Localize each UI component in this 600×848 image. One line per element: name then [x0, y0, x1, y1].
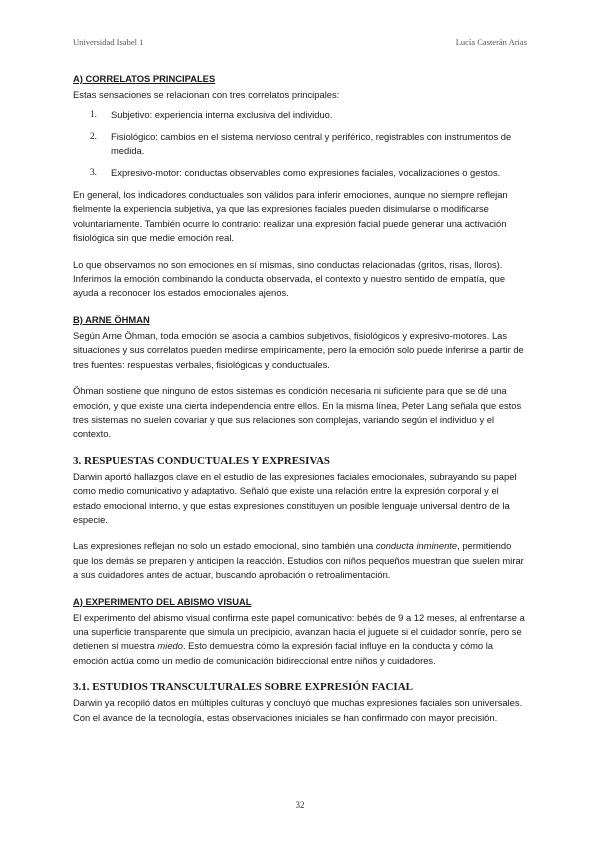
list-number: 1.	[89, 110, 97, 121]
text-run: . Esto demuestra cómo la expresión facial influye en la conducta y cómo la emoción actúa como un medio de comunicación bidireccional entre niños y cuidadores.	[73, 640, 494, 666]
list-text: Expresivo-motor: conductas observables como expresiones faciales, vocalizaciones o gestos.	[111, 166, 501, 178]
paragraph-darwin: Darwin aportó hallazgos clave en el estudio de las expresiones faciales emocionales, subrayando su papel como medio comunicativo y adaptativo. Señaló que existe una relación entre la expresión corporal y el estado emocional interno, y que estas expresiones constituyen un posible lenguaje universal dentro de la especie.	[73, 470, 517, 525]
running-header	[73, 37, 527, 47]
list-number: 3.	[89, 167, 97, 178]
paragraph-indicadores: En general, los indicadores conductuales son válidos para inferir emociones, aunque no siempre reflejan fielmente la experiencia subjetiva, ya que las expresiones faciales pueden disimularse o modificarse voluntariamente. También ocurre lo contrario: realizar una expresión facial puede generar una activación fisiológica sin que medie emoción real.	[73, 189, 508, 244]
list-number: 2.	[89, 131, 97, 142]
text-run: Las expresiones reflejan no solo un estado emocional, sino también una	[73, 540, 376, 552]
list-text: Fisiológico: cambios en el sistema nervioso central y periférico, registrables con instrumentos de medida.	[111, 130, 512, 157]
paragraph-ohman-1: Según Arne Öhman, toda emoción se asocia a cambios subjetivos, fisiológicos y expresivo-motores. Las situaciones y sus correlatos pueden medirse empíricamente, pero la emoción solo puede inferirse a partir de tres fuentes: respuestas verbales, fisiológicas y conductuales.	[73, 329, 524, 370]
text-run: El experimento del abismo visual confirma este papel comunicativo: bebés de 9 a 12 meses, al enfrentarse a una superficie transparente que simula un precipicio, avanzan hacia el juguete si el cuidador sonríe, pero se detienen si muestra	[73, 611, 525, 652]
heading-transcultural: 3.1. ESTUDIOS TRANSCULTURALES SOBRE EXPRESIÓN FACIAL	[73, 681, 413, 694]
paragraph-observamos: Lo que observamos no son emociones en sí mismas, sino conductas relacionadas (gritos, risas, lloros). Inferimos la emoción combinando la conducta observada, el contexto y nuestro sentido de empatía, que ayuda a reconocer los estados emocionales ajenos.	[73, 258, 506, 299]
text-run: , permitiendo que los demás se preparen y anticipen la reacción. Estudios con niños pequeños muestran que suelen mirar a sus cuidadores antes de actuar, buscando aprobación o retroalimentación.	[73, 540, 524, 581]
list-text: Subjetivo: experiencia interna exclusiva del individuo.	[111, 109, 333, 121]
list-item	[73, 108, 527, 122]
header-institution: Universidad Isabel 1	[73, 37, 144, 47]
heading-ohman: B) ARNE ÖHMAN	[73, 313, 150, 325]
correlatos-list	[73, 108, 527, 180]
list-item	[73, 130, 527, 159]
heading-respuestas: 3. RESPUESTAS CONDUCTUALES Y EXPRESIVAS	[73, 454, 331, 467]
list-item	[73, 166, 527, 180]
paragraph-expresiones	[73, 539, 527, 582]
paragraph-ohman-2: Öhman sostiene que ninguno de estos sistemas es condición necesaria ni suficiente para que se dé una emoción, y que existe una cierta independencia entre ellos. En la misma línea, Peter Lang señala que estos tres sistemas no suelen covariar y que sus relaciones son complejas, variando según el individuo y el contexto.	[73, 385, 522, 440]
page-number: 32	[295, 800, 305, 810]
heading-abismo: A) EXPERIMENTO DEL ABISMO VISUAL	[73, 595, 252, 607]
heading-correlatos: A) CORRELATOS PRINCIPALES	[73, 73, 216, 84]
page-body	[73, 72, 527, 725]
header-author: Lucía Casterán Arias	[455, 37, 527, 47]
emphasis-text: miedo	[157, 640, 183, 652]
paragraph-abismo	[73, 611, 527, 669]
emphasis-text: conducta inminente	[375, 540, 458, 552]
paragraph-transcultural: Darwin ya recopiló datos en múltiples culturas y concluyó que muchas expresiones faciales son universales. Con el avance de la tecnología, estas observaciones iniciales se han confirmado con mayor precisión.	[73, 697, 523, 723]
paragraph-correlatos-intro: Estas sensaciones se relacionan con tres correlatos principales:	[73, 89, 340, 100]
